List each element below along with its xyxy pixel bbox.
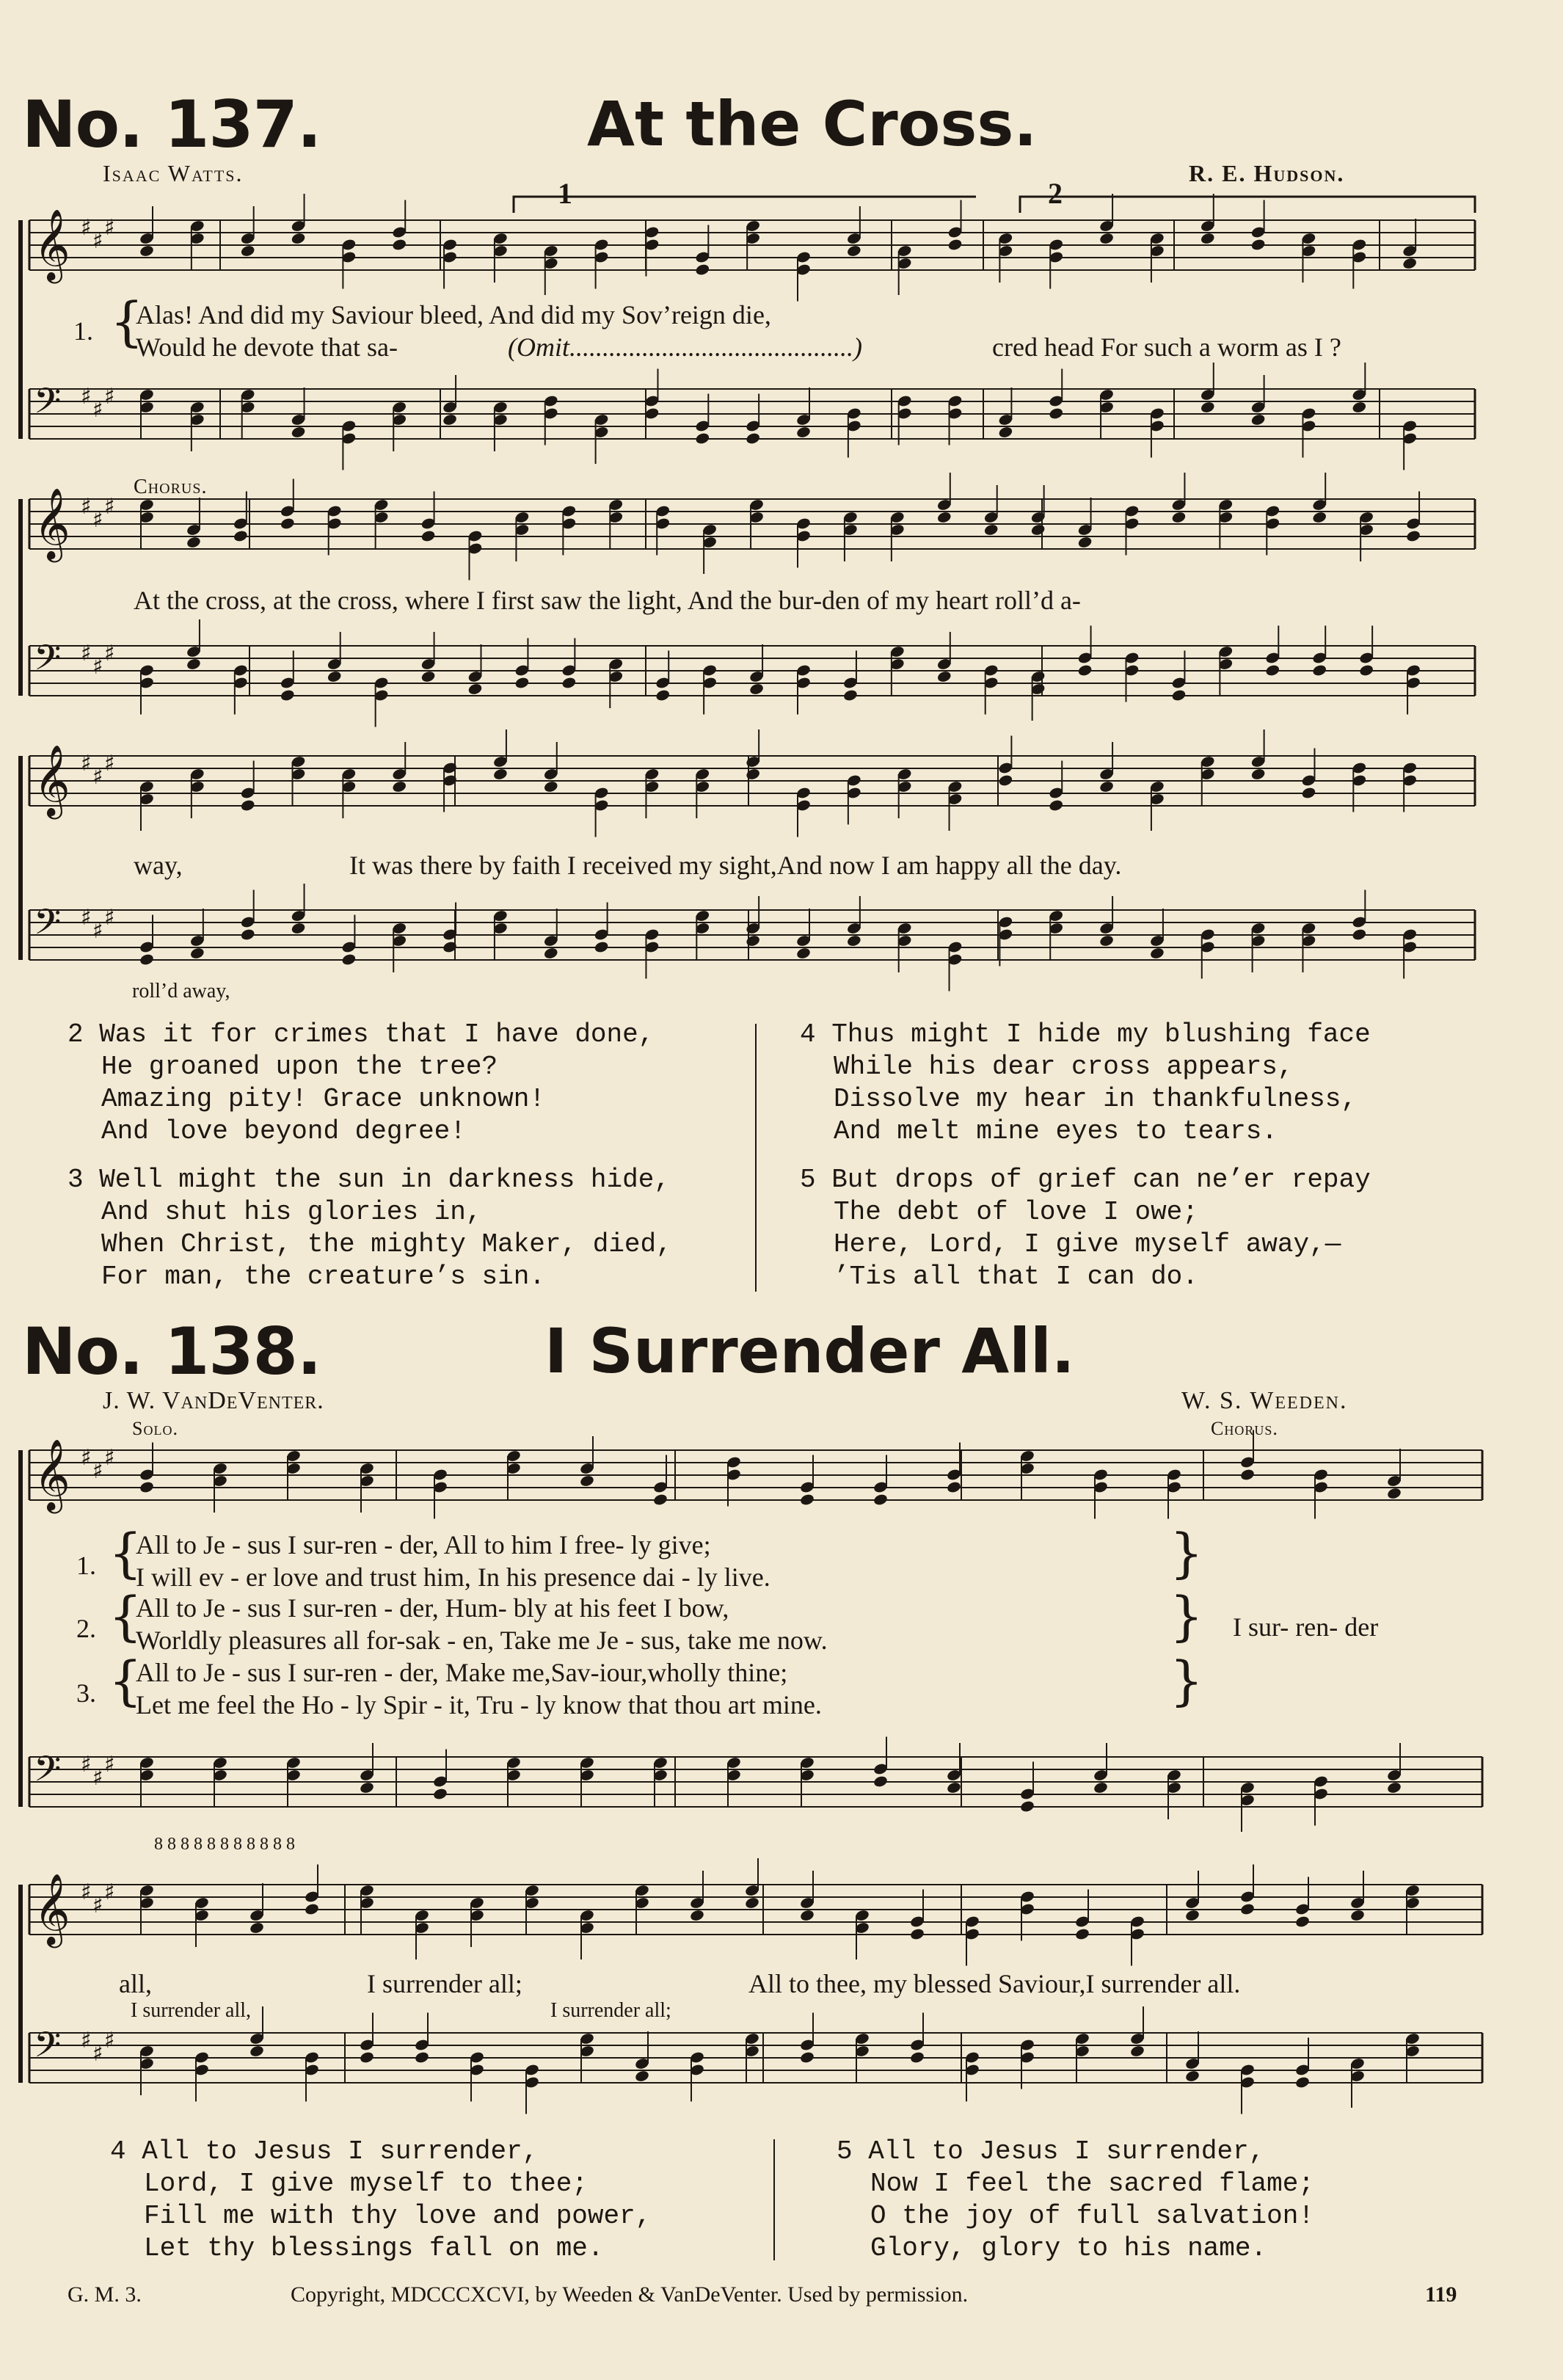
note-head [392,238,407,251]
note-head [1386,1487,1402,1500]
note-head [872,1493,888,1506]
note-head [947,238,963,251]
hymn-138-verses-left [110,2136,756,2265]
note-head [1171,511,1187,524]
note-head [432,1787,448,1800]
sharp-sign: ♯ [104,1752,115,1777]
note-head [745,934,760,947]
note-head [240,928,255,941]
sharp-sign: ♯ [81,1879,92,1905]
note-head [846,244,861,258]
note-head [1402,257,1417,270]
note-head [186,658,201,671]
note-head [998,774,1013,787]
note-head [139,953,154,966]
sharp-sign: ♯ [92,228,103,254]
note-head [936,511,952,524]
sharp-sign: ♯ [104,1445,115,1471]
note-head [1184,1909,1200,1922]
hymn-138-verses-right [837,2136,1497,2265]
note-head [795,426,811,439]
verse-3 [68,1164,728,1293]
note-head [1386,1781,1402,1794]
verse-line: 2 Was it for crimes that I have done, [68,1019,655,1049]
stanza-2-line-b: Worldly pleasures all for-sak - en, Take me Je - sus, take me now. [136,1626,828,1655]
note-head [1349,1909,1365,1922]
verse-4 [800,1019,1534,1148]
hymn-138-chorus-start: I sur- ren- der [1233,1612,1379,1642]
note-head [652,1493,668,1506]
note-head [1200,232,1215,245]
brace: { [109,1650,142,1711]
note-head [1250,413,1266,426]
second-ending-bracket [1020,197,1475,213]
hymn-137-line-1: Alas! And did my Saviour bleed, And did my Sov’reign die, [136,300,771,330]
stanza-3-line-a: All to Je - sus I sur-ren - der, Make me,Sav-iour,wholly thine; [136,1658,788,1687]
note-head [442,413,457,426]
hymn-137-second-ending: 2 [1048,177,1063,210]
stanza-3-number: 3. [76,1678,96,1708]
note-head [359,2050,374,2064]
sharp-sign: ♯ [104,494,115,520]
verse-line: Let thy blessings fall on me. [144,2233,604,2263]
treble-clef: 𝄞 [34,1438,70,1510]
brace: { [110,291,144,352]
note-head [139,244,154,258]
hymn-137-lyricist: Isaac Watts. [103,160,244,186]
note-head [1312,663,1327,677]
verse-line: 5 But drops of grief can ne’er repay [800,1165,1371,1195]
sharp-sign: ♯ [104,905,115,931]
stanza-3-line-b: Let me feel the Ho - ly Spir - it, Tru - ly know that thou art mine. [136,1690,822,1720]
note-head [795,947,811,960]
note-head [1200,401,1215,414]
note-head [872,1775,888,1788]
note-head [291,922,306,935]
note-head [1312,511,1327,524]
sharp-sign: ♯ [104,751,115,776]
note-head [414,2050,429,2064]
note-head [1077,663,1093,677]
verse-5 [837,2136,1497,2265]
sharp-sign: ♯ [92,507,103,533]
note-head [1250,238,1266,251]
note-head [1352,401,1367,414]
stanza-1-line-b: I will ev - er love and trust him, In his presence dai - ly live. [136,1562,770,1592]
note-head [936,670,952,683]
note-head [998,426,1013,439]
hymn-138-number: No. 138. [22,1314,321,1389]
note-head [1294,2075,1310,2089]
note-head [561,676,577,689]
sharp-sign: ♯ [92,1765,103,1791]
verse-line: And shut his glories in, [101,1197,482,1227]
note-head [543,947,558,960]
sharp-sign: ♯ [81,905,92,931]
hymn-137-chorus-line-2: It was there by faith I received my sight,And now I am happy all the day. [349,851,1122,880]
note-head [1074,1927,1090,1940]
hymn-138-lyricist: J. W. VanDeVenter. [103,1387,324,1414]
hymn-138-chorus-surrender: I surrender all; [367,1969,522,1998]
note-head [1301,786,1316,799]
note-head [1294,1915,1310,1928]
note-head [280,688,295,702]
hymn-137-line-2b: cred head For such a worm as I ? [992,332,1341,362]
note-head [1099,780,1114,793]
note-head [695,432,710,445]
sharp-sign: ♯ [104,2028,115,2053]
hymn-137-verses-right [800,1019,1534,1293]
hymn-138-chorus-label: Chorus. [1211,1418,1278,1439]
note-head [240,244,255,258]
treble-clef: 𝄞 [34,208,70,280]
verse-line: Lord, I give myself to thee; [144,2169,588,2199]
note-head [327,670,342,683]
sharp-sign: ♯ [92,654,103,680]
verse-line: 5 All to Jesus I surrender, [837,2136,1265,2166]
note-head [291,426,306,439]
hymn-137-line-2a: Would he devote that sa- [136,332,398,362]
first-ending-bracket [514,197,976,213]
note-head [946,1781,961,1794]
note-head [1171,688,1187,702]
treble-clef: 𝄞 [34,1873,70,1945]
note-head [359,1781,374,1794]
note-head [689,1909,704,1922]
hymn-137-verses-left [68,1019,728,1293]
note-head [1265,663,1280,677]
note-head [655,688,671,702]
note-head [594,940,609,953]
verse-line: Here, Lord, I give myself away,— [834,1229,1341,1259]
note-head [799,1493,815,1506]
note-head [1077,536,1093,549]
note-head [579,1474,594,1488]
hymn-137-title: At the Cross. [587,88,1038,160]
note-head [1352,928,1367,941]
hymn-137-composer: R. E. Hudson. [1189,160,1345,186]
sharp-sign: ♯ [104,1879,115,1905]
bass-clef: 𝄢 [34,380,62,430]
verse-line: While his dear cross appears, [834,1052,1294,1082]
note-head [189,947,205,960]
note-head [846,934,861,947]
note-head [291,232,306,245]
stanza-2-line-a: All to Je - sus I sur-ren - der, Hum- bly at his feet I bow, [136,1593,729,1623]
bass-clef: 𝄢 [34,637,62,687]
brace: { [109,1522,142,1584]
hymn-138-composer: W. S. Weeden. [1181,1387,1348,1414]
verse-line: The debt of love I owe; [834,1197,1198,1227]
note-head [514,676,530,689]
note-head [1184,2070,1200,2083]
sharp-sign: ♯ [92,397,103,423]
stanza-1-number: 1. [76,1551,96,1580]
hymn-138-bass-text-2: I surrender all; [550,1999,671,2022]
verse-4 [110,2136,756,2265]
note-head [745,432,760,445]
verse-line: Fill me with thy love and power, [144,2201,652,2231]
note-head [1099,232,1114,245]
hymn-137-chorus-label: Chorus. [134,476,208,498]
verse-line: 4 All to Jesus I surrender, [110,2136,539,2166]
note-head [799,1909,815,1922]
note-head [799,2050,815,2064]
verse-line: ’Tis all that I can do. [834,1262,1198,1292]
verse-line: O the joy of full salvation! [870,2201,1314,2231]
note-head [139,1480,154,1493]
sharp-sign: ♯ [81,384,92,410]
hymn-138-title: I Surrender All. [544,1315,1075,1387]
verse-line: Amazing pity! Grace unknown! [101,1084,545,1114]
note-head [745,768,760,781]
stanza-2-number: 2. [76,1614,96,1643]
note-head [1093,1781,1108,1794]
stanza-1-line-a: All to Je - sus I sur-ren - der, All to him I free- ly give; [136,1530,711,1560]
sharp-sign: ♯ [81,2028,92,2053]
verse-line: When Christ, the mighty Maker, died, [101,1229,672,1259]
note-head [492,768,508,781]
bass-clef: 𝄢 [34,901,62,951]
sharp-sign: ♯ [81,215,92,241]
sharp-sign: ♯ [81,1445,92,1471]
sharp-sign: ♯ [81,494,92,520]
verse-5 [800,1164,1534,1293]
bass-clef: 𝄢 [34,2024,62,2074]
treble-clef: 𝄞 [34,744,70,816]
sharp-sign: ♯ [92,918,103,944]
hymn-138-bass-eights: 8 8 8 8 8 8 8 8 8 8 8 [154,1835,295,1854]
hymn-138-chorus-all: all, [119,1969,152,1998]
verse-2 [68,1019,728,1148]
note-head [420,529,436,542]
note-head [543,780,558,793]
hymn-138-solo-label: Solo. [132,1418,178,1439]
sharp-sign: ♯ [81,1752,92,1777]
footer-signature: G. M. 3. [68,2282,142,2307]
brace: } [1170,1522,1203,1584]
hymn-137-bass-text: roll’d away, [132,980,230,1002]
footer-copyright: Copyright, MDCCCXCVI, by Weeden & VanDeVenter. Used by permission. [291,2282,969,2307]
note-head [420,670,436,683]
verse-line: Now I feel the sacred flame; [870,2169,1314,2199]
sharp-sign: ♯ [81,751,92,776]
sharp-sign: ♯ [81,641,92,666]
note-head [240,798,255,812]
treble-clef: 𝄞 [34,487,70,559]
sharp-sign: ♯ [104,384,115,410]
note-head [695,263,710,276]
note-head [1149,947,1165,960]
verse-line: And melt mine eyes to tears. [834,1116,1278,1146]
note-head [1019,1799,1035,1813]
note-head [1250,768,1266,781]
note-head [1049,407,1064,420]
note-head [186,536,201,549]
hymn-138-bass-text-1: I surrender all, [131,1999,252,2022]
brace: { [109,1585,142,1647]
note-head [304,1902,319,1915]
verse-line: Dissolve my hear in thankfulness, [834,1084,1357,1114]
note-head [233,529,248,542]
sharp-sign: ♯ [104,215,115,241]
note-head [1358,663,1374,677]
note-head [341,953,357,966]
note-head [1030,523,1046,536]
hymn-137-number: No. 137. [22,87,321,162]
note-head [744,1896,759,1910]
sharp-sign: ♯ [92,1893,103,1918]
note-head [1405,529,1421,542]
hymn-137-chorus-line-1: At the cross, at the cross, where I first saw the light, And the bur-den of my heart roll’d a- [134,586,1081,615]
verse-line: And love beyond degree! [101,1116,466,1146]
note-head [983,523,999,536]
note-head [249,1921,264,1935]
sharp-sign: ♯ [92,764,103,790]
note-head [842,688,858,702]
verse-line: 3 Well might the sun in darkness hide, [68,1165,670,1195]
brace: } [1170,1650,1203,1711]
sharp-sign: ♯ [92,1458,103,1484]
bass-clef: 𝄢 [34,1748,62,1798]
hymn-138-chorus-line: All to thee, my blessed Saviour,I surrender all. [748,1969,1241,1998]
sharp-sign: ♯ [104,641,115,666]
sharp-sign: ♯ [92,2041,103,2067]
note-head [467,683,483,696]
note-head [634,2070,649,2083]
note-head [392,780,407,793]
note-head [909,1927,925,1940]
note-head [249,2045,264,2058]
note-head [946,1480,961,1493]
verse-line: For man, the creature’s sin. [101,1262,545,1292]
note-head [1099,934,1114,947]
verse-line: 4 Thus might I hide my blushing face [800,1019,1371,1049]
note-head [1129,2045,1145,2058]
verse-line: He groaned upon the tree? [101,1052,498,1082]
note-head [909,2050,925,2064]
page-number: 119 [1425,2282,1457,2307]
note-head [1239,1468,1255,1481]
note-head [748,683,764,696]
note-head [280,517,295,530]
hymn-137-first-ending: 1 [558,177,572,210]
note-head [1239,1902,1255,1915]
verse-line: Glory, glory to his name. [870,2233,1267,2263]
note-head [1049,798,1064,812]
hymn-137-stanza-number: 1. [73,316,93,346]
brace: } [1170,1585,1203,1647]
hymn-137-omit: (Omit...........................................) [508,332,862,362]
hymn-137-chorus-way: way, [134,851,183,880]
